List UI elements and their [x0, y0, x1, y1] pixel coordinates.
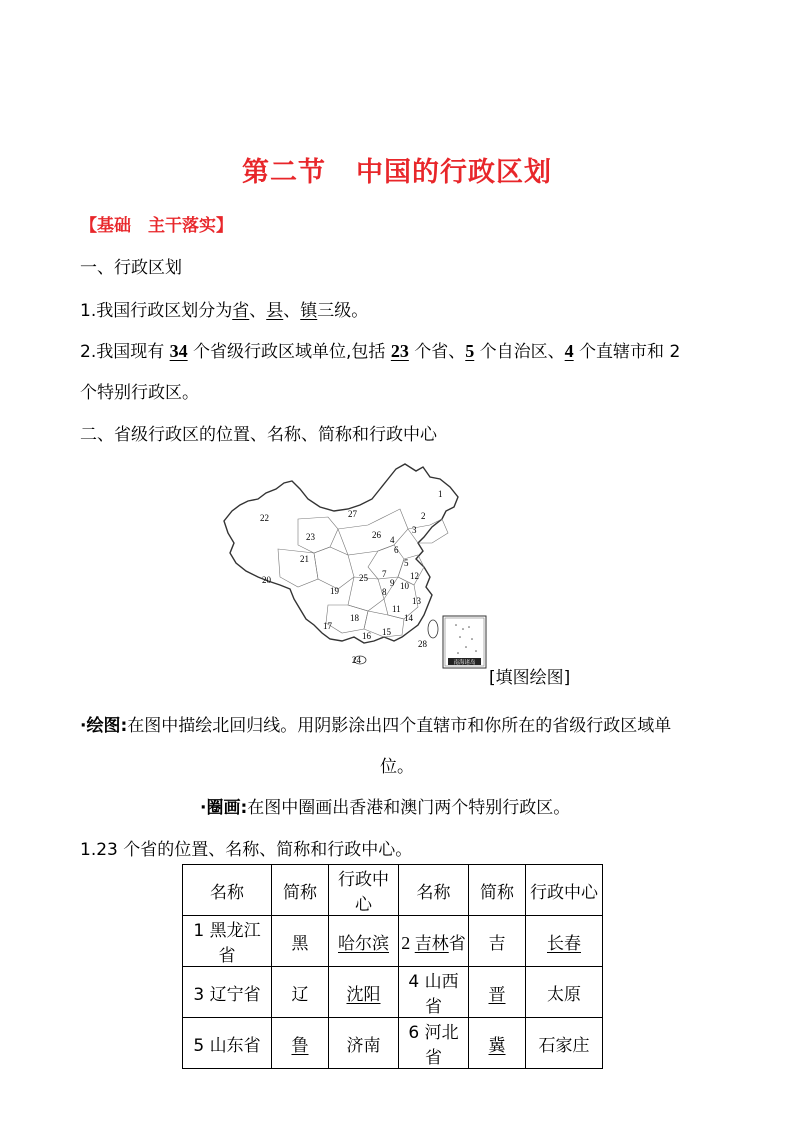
map-label-17: 17	[323, 621, 332, 631]
map-label-20: 20	[262, 575, 271, 585]
answer-provinces: 23	[390, 341, 409, 361]
map-label-22: 22	[260, 513, 269, 523]
circle-label: ·圈画:	[200, 798, 248, 818]
answer-autonomous-regions: 5	[465, 341, 475, 361]
heading-provincial-regions: 二、省级行政区的位置、名称、简称和行政中心	[80, 425, 437, 445]
answer-county: 县	[266, 301, 284, 321]
map-label-25: 25	[359, 573, 368, 583]
map-label-6: 6	[394, 545, 399, 555]
circle-instruction: ·圈画:在图中圈画出香港和澳门两个特别行政区。	[200, 798, 571, 818]
map-label-14: 14	[404, 613, 413, 623]
answer-province: 省	[232, 301, 250, 321]
map-label-13: 13	[412, 596, 421, 606]
map-label-23: 23	[306, 532, 315, 542]
header-capital-2: 行政中心	[526, 865, 603, 916]
header-abbr: 简称	[272, 865, 329, 916]
china-map	[218, 459, 494, 677]
map-label-12: 12	[410, 571, 419, 581]
title-part1: 第二节	[242, 157, 326, 188]
draw-instruction: ·绘图:在图中描绘北回归线。用阴影涂出四个直辖市和你所在的省级行政区域单	[80, 716, 672, 736]
header-name: 名称	[183, 865, 272, 916]
map-label-5: 5	[404, 558, 409, 568]
header-abbr-2: 简称	[469, 865, 526, 916]
map-label-21: 21	[300, 554, 309, 564]
draw-instruction-line2: 位。	[380, 757, 414, 777]
map-tag: [填图绘图]	[489, 668, 571, 688]
map-label-3: 3	[412, 525, 417, 535]
map-label-10: 10	[400, 581, 409, 591]
provinces-table	[182, 864, 603, 1069]
item-2-line2: 个特别行政区。	[80, 383, 199, 403]
section-label: 【基础 主干落实】	[80, 216, 233, 236]
answer-total-units: 34	[169, 341, 188, 361]
map-label-1: 1	[438, 489, 443, 499]
page-title	[0, 150, 794, 189]
table-row: 5 山东省 鲁 济南 6 河北省 冀 石家庄	[183, 1018, 603, 1069]
map-label-27: 27	[348, 509, 357, 519]
table-row: 3 辽宁省 辽 沈阳 4 山西省 晋 太原	[183, 967, 603, 1018]
table-caption: 1.23 个省的位置、名称、简称和行政中心。	[80, 840, 413, 860]
draw-label: ·绘图:	[80, 716, 128, 736]
map-label-4: 4	[390, 535, 395, 545]
map-label-2: 2	[421, 511, 426, 521]
row1-province-2: 吉林	[414, 933, 449, 954]
china-outline	[224, 464, 458, 643]
heading-administrative-divisions: 一、行政区划	[80, 258, 182, 278]
map-label-19: 19	[330, 586, 339, 596]
table-header-row	[183, 865, 603, 916]
map-label-11: 11	[392, 604, 401, 614]
taiwan-shape	[428, 620, 438, 638]
title-part2: 中国的行政区划	[356, 157, 552, 188]
map-label-9: 9	[390, 578, 395, 588]
map-label-18: 18	[350, 613, 359, 623]
map-label-24: 24	[352, 655, 361, 665]
map-label-15: 15	[382, 627, 391, 637]
item-2: 2.我国现有 34 个省级行政区域单位,包括 23 个省、5 个自治区、4 个直辖市和 2	[80, 341, 681, 362]
map-label-28: 28	[418, 639, 427, 649]
header-name-2: 名称	[399, 865, 469, 916]
table-row: 1 黑龙江省 黑 哈尔滨 2 吉林省 吉 长春	[183, 916, 603, 967]
map-label-8: 8	[382, 587, 387, 597]
inset-label: 南海诸岛	[453, 660, 476, 666]
answer-municipalities: 4	[564, 341, 574, 361]
header-capital: 行政中心	[329, 865, 399, 916]
map-label-26: 26	[372, 530, 381, 540]
answer-town: 镇	[300, 301, 318, 321]
map-label-7: 7	[382, 569, 387, 579]
item-1: 1.我国行政区划分为省、县、镇三级。	[80, 301, 369, 321]
map-label-16: 16	[362, 631, 371, 641]
